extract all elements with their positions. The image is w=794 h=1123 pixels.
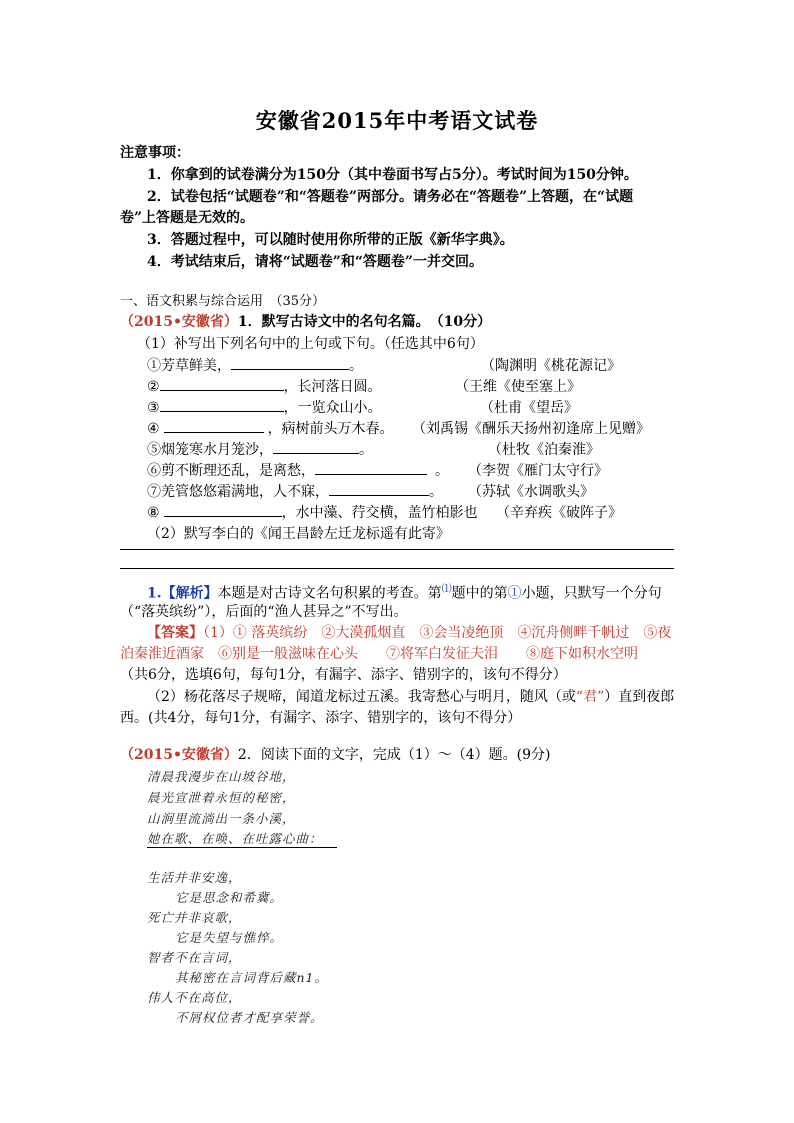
source-tag: （2015•安徽省） xyxy=(120,314,238,330)
analysis-line-1: 1.【解析】本题是对古诗文名句积累的考查。第⑴题中的第①小题，只默写一个分句 xyxy=(147,584,662,602)
answer-label: 【答案】 xyxy=(147,625,203,641)
source-tag: （2015•安徽省） xyxy=(120,747,238,763)
question-1-header xyxy=(120,311,491,331)
fill-source-3: （杜甫《望岳》 xyxy=(480,400,578,416)
answer-line-5: 西。(共4分，每句1分，有漏字、添字、错别字的，该句不得分） xyxy=(120,710,522,726)
page-title: 安徽省2015年中考语文试卷 xyxy=(255,108,539,133)
fill-line-6: ⑥剪不断理还乱，是离愁， 。 xyxy=(147,460,449,480)
answer-blank[interactable] xyxy=(273,439,359,454)
fill-line-1: ①芳草鲜美， 。 xyxy=(147,355,363,375)
answer-blank[interactable] xyxy=(231,355,349,370)
answer-blank[interactable] xyxy=(160,397,284,412)
poem-line: 清晨我漫步在山坡谷地， xyxy=(147,769,296,784)
fill-line-2: ② ，长河落日圆。 xyxy=(147,376,382,396)
fill-line-4: ④ ，病树前头万木春。 xyxy=(147,418,394,438)
question-1-title: 1．默写古诗文中的名句名篇。 （10分） xyxy=(237,314,492,330)
fill-source-8: （辛弃疾《破阵子》 xyxy=(496,505,622,521)
fill-line-7: ⑦羌管悠悠霜满地，人不寐， 。 xyxy=(147,481,443,501)
answer-blank[interactable] xyxy=(164,418,264,433)
fill-line-5: ⑤烟笼寒水月笼沙， 。 xyxy=(147,439,373,459)
notice-heading: 注意事项： xyxy=(120,145,190,161)
poem-line: 死亡并非哀歌， xyxy=(147,910,242,925)
fill-source-2: （王维《使至塞上》 xyxy=(455,379,581,395)
poem-line: 山涧里流淌出一条小溪， xyxy=(147,811,296,826)
answer-blank[interactable] xyxy=(329,481,429,496)
analysis-label: 1.【解析】 xyxy=(147,585,218,602)
answer-writing-line[interactable] xyxy=(120,568,674,569)
fill-source-5: （杜牧《泊秦淮》 xyxy=(488,442,600,458)
marker-2: ① xyxy=(507,585,522,602)
question-1-sub1: （1）补写出下列名句中的上句或下句。（任选其中6句） xyxy=(137,336,484,352)
poem-line: 智者不在言词， xyxy=(147,950,242,965)
question-1-sub2: （2）默写李白的《闻王昌龄左迁龙标遥有此寄》 xyxy=(147,526,450,542)
poem-line: 伟人不在高位， xyxy=(147,990,242,1005)
question-2-title: 2．阅读下面的文字，完成（1）～（4）题。(9分) xyxy=(237,747,551,763)
analysis-line-2: （“落英缤纷”），后面的“渔人甚异之”不写出。 xyxy=(120,604,408,620)
poem-line: 生活并非安逸， xyxy=(147,870,242,885)
notice-item-4: 4．考试结束后，请将“试题卷”和“答题卷”一并交回。 xyxy=(147,254,483,270)
answer-line-2: 泊秦淮近酒家 ⑥别是一般滋味在心头 ⑦将军白发征夫泪 ⑧庭下如积水空明 xyxy=(120,646,638,662)
answer-writing-line[interactable] xyxy=(120,549,674,550)
fill-source-6: （李贺《雁门太守行》 xyxy=(468,463,608,479)
poem-line: 它是思念和希冀。 xyxy=(175,890,284,905)
poem-line: 不屑权位者才配享荣誉。 xyxy=(175,1010,324,1025)
answer-line-1: 【答案】（1）① 落英缤纷 ②大漠孤烟直 ③会当凌绝顶 ④沉舟侧畔千帆过 ⑤夜 xyxy=(147,625,672,641)
notice-item-2-cont: 卷”上答题是无效的。 xyxy=(120,210,255,226)
poem-line: 它是失望与憔悴。 xyxy=(175,930,284,945)
fill-source-7: （苏轼《水调歌头》 xyxy=(468,484,594,500)
answer-blank[interactable] xyxy=(160,376,284,391)
notice-item-2: 2．试卷包括“试题卷”和“答题卷”两部分。请务必在“答题卷”上答题，在“试题 xyxy=(147,189,634,205)
poem-line-underlined: 她在歌、在唤、在吐露心曲： xyxy=(147,829,337,847)
notice-item-1: 1．你拿到的试卷满分为150分（其中卷面书写占5分）。考试时间为150分钟。 xyxy=(147,167,638,183)
fill-line-3: ③ ，一览众山小。 xyxy=(147,397,382,417)
section-heading: 一、语文积累与综合运用 （35分） xyxy=(120,294,326,309)
answer-blank[interactable] xyxy=(315,460,427,475)
fill-source-1: （陶渊明《桃花源记》 xyxy=(481,358,621,374)
poem-line: 晨光宣泄着永恒的秘密， xyxy=(147,790,296,805)
fill-line-8: ⑧ ，水中藻、荇交横，盖竹柏影也 xyxy=(147,502,478,522)
marker-1: ⑴ xyxy=(441,584,452,595)
answer-blank[interactable] xyxy=(164,502,282,517)
poem-line: 其秘密在言词背后藏n1。 xyxy=(175,970,329,985)
fill-source-4: （刘禹锡《酬乐天扬州初逢席上见赠》 xyxy=(412,421,650,437)
notice-item-3: 3．答题过程中，可以随时使用你所带的正版《新华字典》。 xyxy=(147,232,514,248)
answer-line-4: （2）杨花落尽子规啼，闻道龙标过五溪。我寄愁心与明月，随风（或“君”）直到夜郎 xyxy=(147,689,675,705)
answer-line-3: （共6分，选填6句，每句1分，有漏字、添字、错别字的，该句不得分） xyxy=(120,667,567,683)
question-2-header xyxy=(120,744,550,764)
